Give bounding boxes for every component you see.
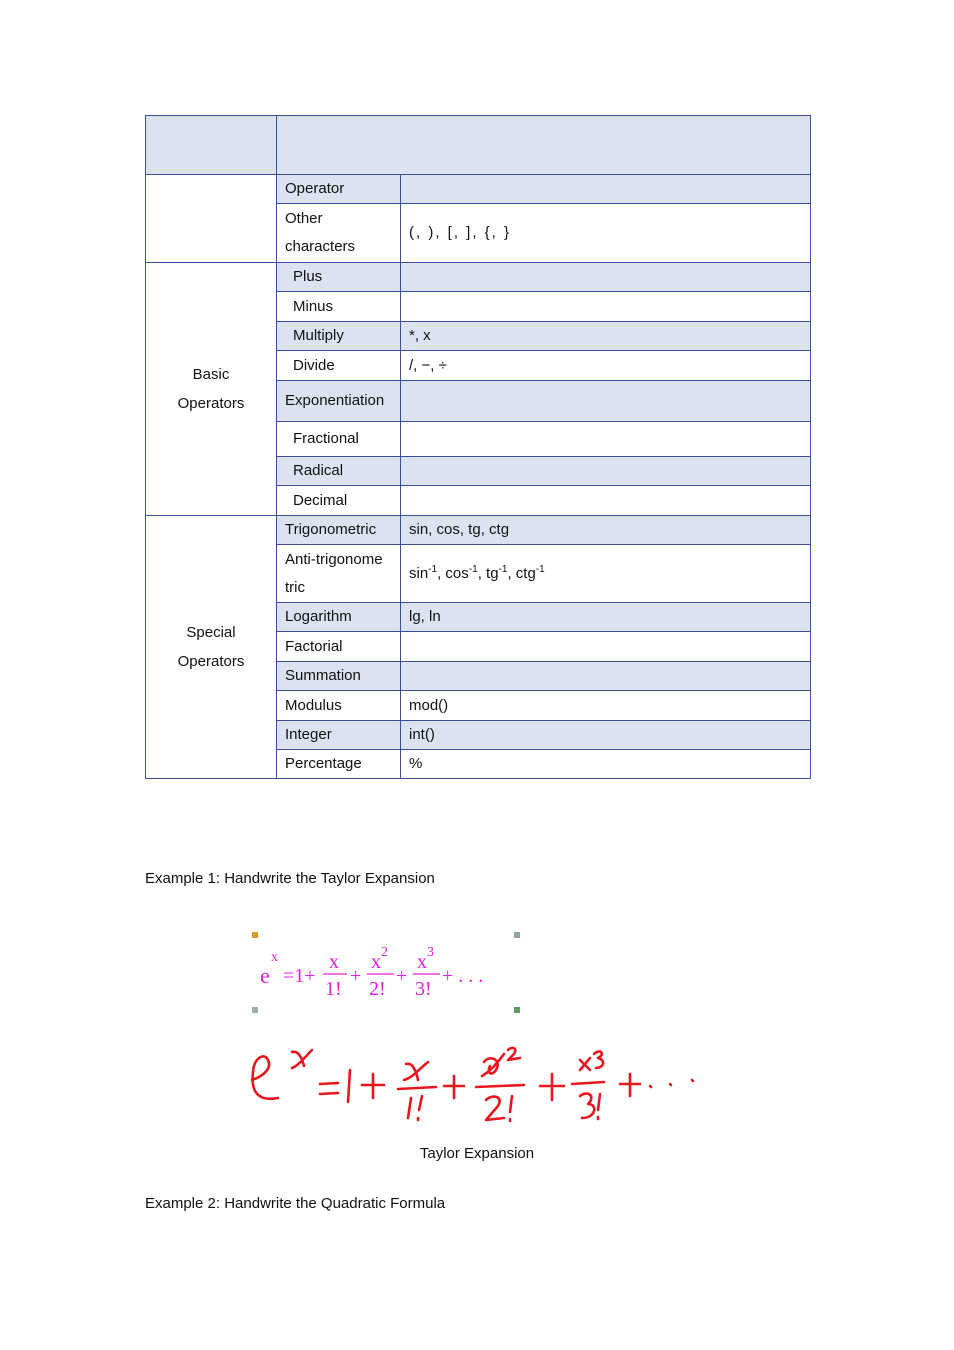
plus-sign: + xyxy=(396,965,408,987)
group-label-cell xyxy=(146,175,277,263)
formula-exponent: x xyxy=(271,950,278,965)
operator-name: Other characters xyxy=(277,204,401,263)
ink-equals xyxy=(320,1083,338,1094)
operator-symbols xyxy=(401,292,811,322)
selection-handle[interactable] xyxy=(252,1007,258,1013)
term-3-denominator: 3! xyxy=(415,978,432,1000)
operator-name: Anti-trigonome tric xyxy=(277,545,401,603)
ink-den-1fact xyxy=(408,1096,422,1120)
operator-name: Fractional xyxy=(277,422,401,457)
ink-frac-bar xyxy=(572,1082,604,1084)
figure-caption: Taylor Expansion xyxy=(419,1145,535,1162)
table-row xyxy=(146,263,811,292)
group-label-special-operators: Special Operators xyxy=(146,516,277,779)
term-3-exponent: 3 xyxy=(427,945,434,960)
table-row xyxy=(146,516,811,545)
ink-num-x2 xyxy=(482,1048,520,1076)
operator-symbols xyxy=(401,662,811,691)
header-cell xyxy=(146,116,277,175)
formula-base: e xyxy=(260,963,270,988)
operator-symbols xyxy=(401,457,811,486)
operator-name: Factorial xyxy=(277,632,401,662)
ink-1 xyxy=(348,1070,350,1102)
term-3-numerator: x xyxy=(417,951,427,973)
operator-name: Plus xyxy=(277,263,401,292)
operator-symbols: mod() xyxy=(401,691,811,721)
operator-symbols xyxy=(401,422,811,457)
operator-symbols xyxy=(401,486,811,516)
handwritten-ink xyxy=(246,1040,706,1130)
ink-num-x3 xyxy=(580,1051,603,1070)
term-2-numerator: x xyxy=(371,951,381,973)
ink-plus xyxy=(362,1074,384,1098)
operator-name: Summation xyxy=(277,662,401,691)
header-cell xyxy=(277,116,811,175)
handwritten-formula xyxy=(246,1040,706,1134)
operator-name: Divide xyxy=(277,351,401,381)
selection-handle[interactable] xyxy=(514,932,520,938)
operator-name: Exponentiation xyxy=(277,381,401,422)
operator-name: Trigonometric xyxy=(277,516,401,545)
operator-name: Modulus xyxy=(277,691,401,721)
term-1-numerator: x xyxy=(329,951,339,973)
typeset-formula[interactable] xyxy=(250,930,525,1019)
example-1-caption: Example 1: Handwrite the Taylor Expansion xyxy=(145,870,435,887)
selection-handle[interactable] xyxy=(252,932,258,938)
operator-name: Multiply xyxy=(277,322,401,351)
group-label-basic-operators: Basic Operators xyxy=(146,263,277,516)
ink-x xyxy=(292,1050,312,1068)
ink-plus xyxy=(444,1076,464,1098)
table-header-row xyxy=(146,116,811,175)
operator-symbols: *, x xyxy=(401,322,811,351)
ink-dots xyxy=(650,1080,693,1087)
ink-num-x xyxy=(404,1062,428,1080)
term-2-denominator: 2! xyxy=(369,978,386,1000)
operator-symbols xyxy=(401,632,811,662)
ink-frac-bar xyxy=(476,1085,524,1087)
operator-symbols: (, ), [, ], {, } xyxy=(401,204,811,263)
ink-frac-bar xyxy=(398,1087,436,1089)
plus-sign: + xyxy=(350,965,362,987)
operator-symbols: int() xyxy=(401,721,811,750)
operator-symbols xyxy=(401,263,811,292)
operator-symbols xyxy=(401,175,811,204)
operator-symbols: % xyxy=(401,750,811,779)
operators-table xyxy=(145,115,811,779)
operator-name: Radical xyxy=(277,457,401,486)
typeset-formula-svg xyxy=(250,930,525,1015)
operator-name: Operator xyxy=(277,175,401,204)
operator-name: Logarithm xyxy=(277,603,401,632)
operator-name: Decimal xyxy=(277,486,401,516)
operator-symbols: sin, cos, tg, ctg xyxy=(401,516,811,545)
table-row xyxy=(146,175,811,204)
operator-symbols: /, −, ÷ xyxy=(401,351,811,381)
ink-plus xyxy=(620,1074,640,1096)
example-2-caption: Example 2: Handwrite the Quadratic Formula xyxy=(145,1195,446,1212)
ink-plus xyxy=(540,1074,564,1100)
selection-handle[interactable] xyxy=(514,1007,520,1013)
ink-den-3fact xyxy=(580,1094,600,1119)
operator-name: Percentage xyxy=(277,750,401,779)
operator-name: Minus xyxy=(277,292,401,322)
operator-symbols: lg, ln xyxy=(401,603,811,632)
formula-tail: + . . . xyxy=(442,965,484,987)
term-2-exponent: 2 xyxy=(381,945,388,960)
operator-symbols xyxy=(401,381,811,422)
ink-den-2fact xyxy=(486,1096,512,1121)
operator-name: Integer xyxy=(277,721,401,750)
operator-symbols: $\sin^{-1}$, $\cos^{-1}$, $tg^{-1}$, ctg$^{-1}$ xyxy=(401,545,811,603)
term-1-denominator: 1! xyxy=(325,978,342,1000)
formula-equals: =1+ xyxy=(283,965,316,987)
ink-e xyxy=(252,1056,278,1098)
